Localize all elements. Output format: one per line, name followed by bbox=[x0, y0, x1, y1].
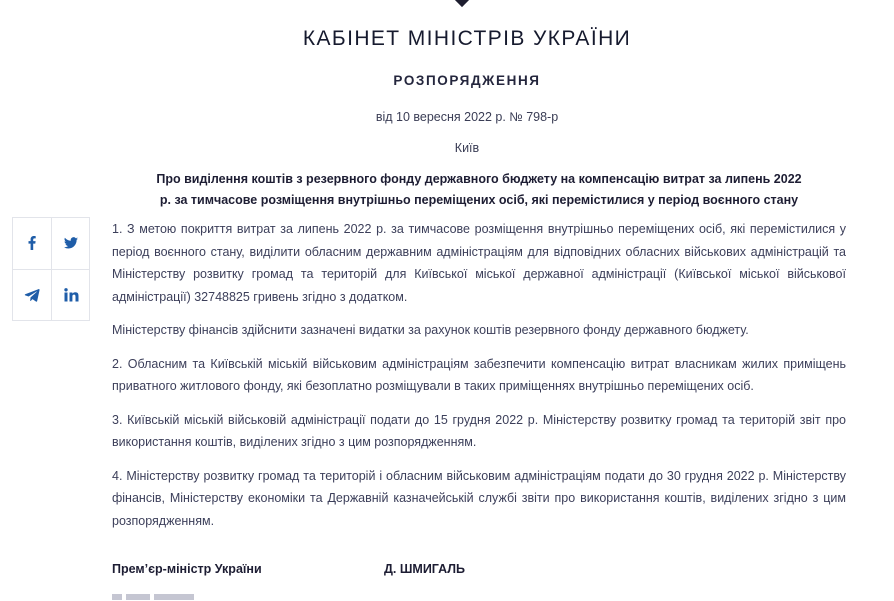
share-telegram-button[interactable] bbox=[13, 270, 51, 321]
document-type: РОЗПОРЯДЖЕННЯ bbox=[393, 73, 541, 88]
paragraph: 2. Обласним та Київській міській військовим адміністраціям забезпечити компенсацію витрат власникам жилих приміщень приватного житлового фонду, які безоплатно розміщували в таких приміщеннях внутрішньо переміщених осіб. bbox=[112, 356, 846, 393]
subject-line-2: р. за тимчасове розміщення внутрішньо переміщених осіб, які перемістилися у період воєнного стану bbox=[159, 193, 799, 207]
paragraph: 4. Міністерству розвитку громад та територій і обласним військовим адміністраціям подати до 30 грудня 2022 р. Міністерству фінансів, Міністерству економіки та Державній казначейській службі звіти про використання коштів, виділених згідно з цим розпорядженням. bbox=[112, 468, 846, 528]
document-body bbox=[112, 218, 846, 543]
document-subject bbox=[112, 169, 846, 211]
emblem-icon bbox=[455, 0, 469, 7]
truncated-text-row bbox=[112, 594, 222, 601]
linkedin-icon bbox=[63, 287, 79, 303]
paragraph: 1. З метою покриття витрат за липень 2022 р. за тимчасове розміщення внутрішньо переміщених осіб, які перемістилися у період воєнного стану, виділити обласним державним адміністраціям для відповідних обласних військових адміністрацій та Міністерству розвитку громад та територій для Київської міської державної адміністрації (Київської міської військової адміністрації) 32748825 гривень згідно з додатком. bbox=[112, 222, 846, 304]
share-facebook-button[interactable] bbox=[13, 218, 51, 269]
document-city: Київ bbox=[454, 141, 480, 155]
facebook-icon bbox=[24, 235, 40, 251]
subject-line-1: Про виділення коштів з резервного фонду державного бюджету на компенсацію витрат за липень 2022 bbox=[156, 172, 802, 186]
signatory-name: Д. ШМИГАЛЬ bbox=[384, 562, 466, 576]
document-date: від 10 вересня 2022 р. № 798-р bbox=[375, 110, 559, 124]
paragraph: 3. Київській міській військовій адміністрації подати до 15 грудня 2022 р. Міністерству розвитку громад та територій звіт про використання коштів, виділених згідно з цим розпорядженням. bbox=[112, 412, 846, 449]
share-linkedin-button[interactable] bbox=[52, 270, 90, 321]
twitter-icon bbox=[63, 235, 79, 251]
paragraph: Міністерству фінансів здійснити зазначені видатки за рахунок коштів резервного фонду державного бюджету. bbox=[112, 323, 749, 337]
share-panel bbox=[12, 217, 90, 321]
telegram-icon bbox=[24, 287, 40, 303]
share-twitter-button[interactable] bbox=[52, 218, 90, 269]
government-title: КАБІНЕТ МІНІСТРІВ УКРАЇНИ bbox=[302, 27, 632, 50]
signatory-position: Прем’єр-міністр України bbox=[112, 562, 262, 576]
